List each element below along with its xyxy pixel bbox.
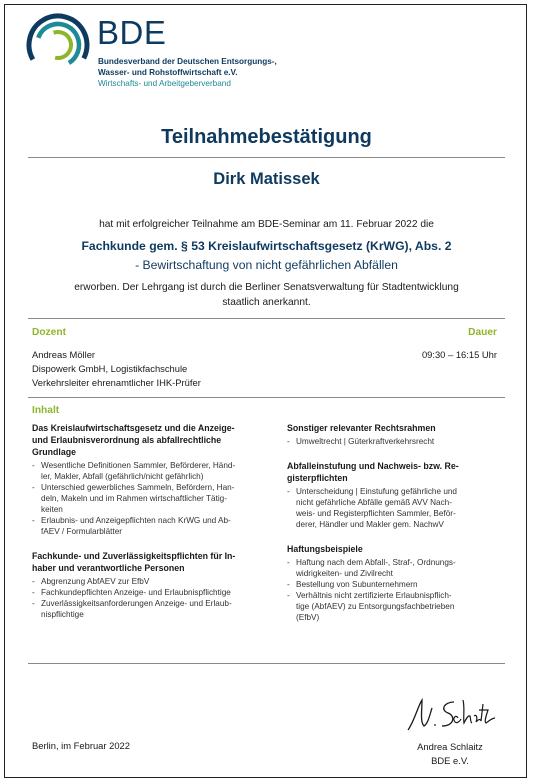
section-divider-1 [28,318,505,319]
list-item-line: ler, Makler, Abfall (gefährlich/nicht gefährlich) [41,472,204,481]
list-item [287,579,509,590]
list-item-line: - Erlaubnis- und Anzeigepflichten nach KrWG und Ab- [41,516,231,525]
section-divider-2 [28,397,505,398]
content-section-title [287,543,509,555]
list-item-line: (EfbV) [296,613,320,622]
content-section [32,422,276,537]
list-item-line: - Wesentliche Definitionen Sammler, Beförderer, Händ- [41,461,236,470]
content-left-column [32,422,276,633]
content-item-list [32,460,276,537]
list-item-line: fAEV / Formularblätter [41,527,122,536]
content-section [32,550,276,620]
list-item [287,436,509,447]
bde-logo-mark [25,12,91,78]
list-item [287,486,509,530]
signer-block [400,740,500,767]
logo-wordmark: BDE [97,14,167,51]
org-name [98,56,328,78]
content-section-title-line: Das Kreislaufwirtschaftsgesetz und die Anzeige- [32,423,235,433]
list-item-line: nicht gefährliche Abfälle gemäß AVV Nach- [296,498,452,507]
list-item [32,482,276,515]
intro-text: hat mit erfolgreicher Teilnahme am BDE-Seminar am 11. Februar 2022 die [99,219,434,230]
list-item-line: - Bestellung von Subunternehmern [296,580,418,589]
certificate-title: Teilnahmebestätigung [161,126,372,148]
content-section-title-line: gisterpflichten [287,473,348,483]
signer-name: Andrea Schlaitz [417,741,483,752]
content-section-title-line: haber und verantwortliche Personen [32,563,185,573]
certificate-frame [4,4,527,778]
content-item-list [287,436,509,447]
duration-heading: Dauer [468,327,497,338]
list-item-line: - Umweltrecht | Güterkraftverkehrsrecht [296,437,435,446]
content-right-column [287,422,509,636]
list-item-line: - Fachkundepflichten Anzeige- und Erlaubnispflichtige [41,588,231,597]
duration-value: 09:30 – 16:15 Uhr [421,349,497,360]
participant-name: Dirk Matissek [213,170,320,188]
content-item-list [287,486,509,530]
signer-org: BDE e.V. [431,754,469,766]
org-name-line1: Bundesverband der Deutschen Entsorgungs-, [98,57,277,66]
content-section-title-line: Fachkunde- und Zuverlässigkeitspflichten für In- [32,551,236,561]
list-item [287,557,509,579]
list-item-line: keiten [41,505,63,514]
content-section-title-line: Sonstiger relevanter Rechtsrahmen [287,423,436,433]
list-item-line: - Zuverlässigkeitsanforderungen Anzeige- und Erlaub- [41,599,232,608]
org-tagline: Wirtschafts- und Arbeitgeberverband [98,79,231,88]
course-subtitle: - Bewirtschaftung von nicht gefährlichen Abfällen [135,258,398,272]
content-section-title-line: und Erlaubnisverordnung als abfallrechtliche [32,435,222,445]
content-section-title [32,550,276,574]
list-item-line: weis- und Registerpflichten Sammler, Beför- [296,509,456,518]
content-item-list [32,576,276,620]
content-section [287,543,509,623]
list-item-line: - Unterschied gewerbliches Sammeln, Befördern, Han- [41,483,235,492]
accreditation-line2: staatlich anerkannt. [222,296,311,308]
content-item-list [287,557,509,623]
list-item-line: - Verhältnis nicht zertifizierte Erlaubnispflich- [296,591,452,600]
content-heading: Inhalt [32,405,60,416]
course-title: Fachkunde gem. § 53 Kreislaufwirtschaftsgesetz (KrWG), Abs. 2 [81,239,452,253]
content-section-title-line: Abfalleinstufung und Nachweis- bzw. Re- [287,461,459,471]
content-section [287,460,509,530]
list-item [32,515,276,537]
list-item-line: - Haftung nach dem Abfall-, Straf-, Ordnungs- [296,558,456,567]
content-section-title-line: Haftungsbeispiele [287,544,363,554]
lecturer-details [32,348,201,389]
list-item-line: - Unterscheidung | Einstufung gefährliche und [296,487,457,496]
lecturer-role: Verkehrsleiter ehrenamtlicher IHK-Prüfer [32,376,201,388]
list-item-line: nispflichtige [41,610,84,619]
lecturer-company: Dispowerk GmbH, Logistikfachschule [32,362,188,374]
list-item [32,576,276,587]
handwritten-signature [400,692,500,736]
list-item-line: widrigkeiten- und Zivilrecht [296,569,393,578]
accreditation-line1: erworben. Der Lehrgang ist durch die Berliner Senatsverwaltung für Stadtentwicklung [74,282,459,293]
content-section-title-line: Grundlage [32,447,76,457]
list-item-line: tige (AbfAEV) zu Entsorgungsfachbetrieben [296,602,455,611]
title-divider [28,157,505,158]
list-item-line: - Abgrenzung AbfAEV zur EfbV [41,577,150,586]
section-divider-3 [28,663,505,664]
lecturer-heading: Dozent [32,327,66,338]
list-item [32,460,276,482]
list-item-line: deln, Makeln und im Rahmen wirtschaftlicher Tätig- [41,494,227,503]
content-section [287,422,509,447]
lecturer-name: Andreas Möller [32,349,96,360]
content-section-title [287,460,509,484]
list-item [32,587,276,598]
accreditation-text [60,281,473,310]
list-item [32,598,276,620]
place-date: Berlin, im Februar 2022 [32,740,130,751]
org-name-line2: Wasser- und Rohstoffwirtschaft e.V. [98,68,238,77]
list-item-line: derer, Händler und Makler gem. NachwV [296,520,444,529]
content-section-title [32,422,276,458]
list-item [287,590,509,623]
content-section-title [287,422,509,434]
